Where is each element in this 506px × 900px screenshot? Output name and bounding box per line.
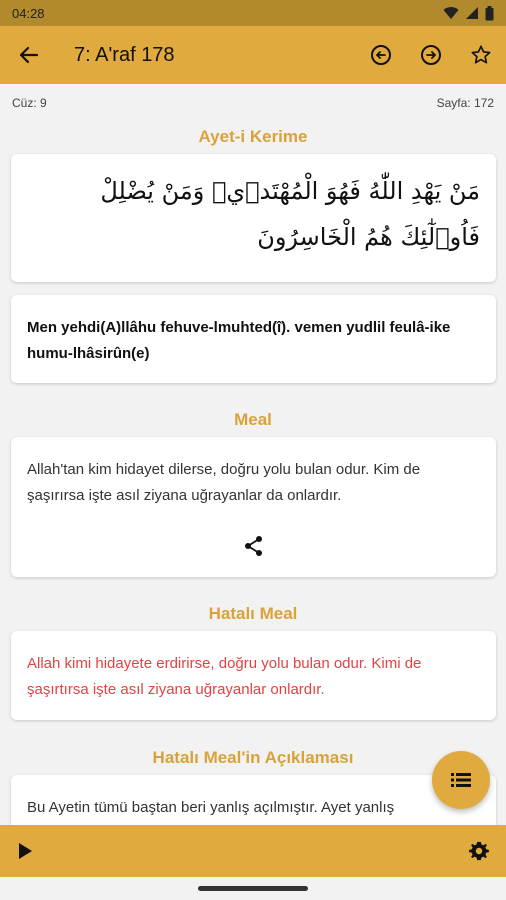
star-outline-icon [470, 44, 492, 66]
share-row [11, 535, 496, 557]
system-nav-bar [0, 877, 506, 900]
sayfa-label: Sayfa: 172 [436, 96, 494, 110]
wifi-icon [443, 6, 459, 20]
bottom-bar [0, 825, 506, 877]
status-time: 04:28 [12, 5, 45, 21]
aciklama-text: Bu Ayetin tümü baştan beri yanlış açılmıştır. Ayet yanlış [27, 799, 395, 816]
hatali-meal-section-title: Hatalı Meal [208, 604, 298, 623]
home-gesture-pill[interactable] [198, 886, 308, 891]
page-title: 7: A'raf 178 [74, 43, 175, 66]
settings-gear-icon[interactable] [468, 840, 490, 862]
meta-row [12, 96, 494, 110]
previous-ayet-button[interactable] [356, 26, 406, 84]
share-icon[interactable] [244, 535, 264, 557]
signal-icon [465, 6, 479, 20]
play-icon[interactable] [16, 841, 34, 861]
prev-circle-icon [370, 44, 392, 66]
hatali-meal-card [11, 631, 496, 720]
meal-card [11, 437, 496, 577]
favorite-button[interactable] [456, 26, 506, 84]
meal-section-title: Meal [234, 410, 272, 429]
battery-icon [485, 6, 494, 21]
list-icon [451, 772, 471, 788]
next-ayet-button[interactable] [406, 26, 456, 84]
status-bar [0, 0, 506, 26]
arabic-card [11, 154, 496, 282]
app-bar [0, 26, 506, 84]
next-circle-icon [420, 44, 442, 66]
meal-text: Allah'tan kim hidayet dilerse, doğru yolu bulan odur. Kim de şaşırırsa işte asıl ziyana uğrayanlar da onlardır. [27, 461, 421, 504]
arabic-text: مَنْ يَهْدِ اللّٰهُ فَهُوَ الْمُهْتَد۪يۚ وَمَنْ يُضْلِلْ فَاُو۬لٰٓئِكَ هُمُ الْخَاسِرُونَ [100, 177, 480, 251]
status-icons [443, 6, 494, 21]
ayet-section-title: Ayet-i Kerime [198, 127, 308, 146]
hatali-meal-text: Allah kimi hidayete erdirirse, doğru yolu bulan odur. Kimi de şaşırtırsa işte asıl ziyana uğrayanlar onlardır. [27, 655, 422, 698]
list-fab-button[interactable] [432, 751, 490, 809]
aciklama-section-title: Hatalı Meal'in Açıklaması [152, 748, 354, 767]
cuz-label: Cüz: 9 [12, 96, 47, 110]
transliteration-text: Men yehdi(A)llâhu fehuve-lmuhted(î). vemen yudlil feulâ-ike humu-lhâsirûn(e) [27, 319, 451, 362]
transliteration-card [11, 295, 496, 383]
back-arrow-icon [19, 45, 39, 65]
back-button[interactable] [0, 26, 58, 84]
